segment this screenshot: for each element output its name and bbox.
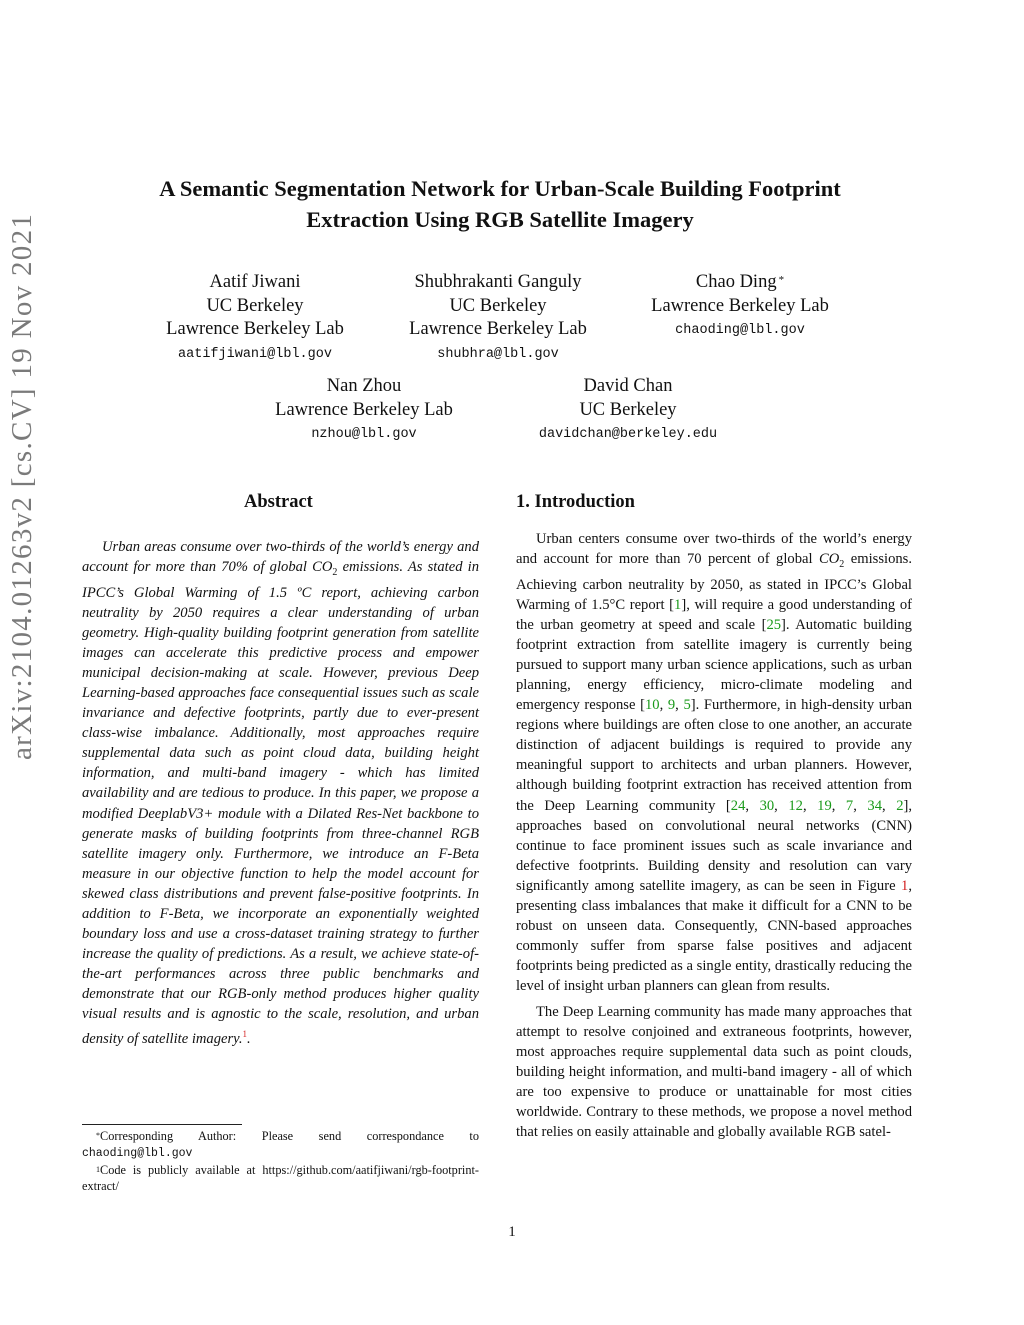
author-name-row [651, 271, 829, 295]
footnote-divider [82, 1124, 242, 1125]
intro-paragraph-2: The Deep Learning community has made many approaches that attempt to resolve conjoined and extraneous footprints, however, most approaches require supplemental data such as point clouds, building height information, and multi-band imagery - all of which are too expensive to produce or unattainable for most cities worldwide. Contrary to these methods, we propose a novel method that relies on easily attainable and globally available RGB satel- [516, 1003, 912, 1141]
abstract-text: Urban areas consume over two-thirds of the world’s energy and account for more than 70% of global [82, 539, 479, 576]
footnote-text: Corresponding Author: Please send correspondance to [100, 1129, 479, 1143]
footnote-2 [82, 1162, 479, 1194]
introduction-body [516, 529, 912, 1142]
footnote-1 [82, 1128, 479, 1162]
author-block-ganguly [409, 271, 587, 364]
citation-link[interactable]: 30 [759, 797, 775, 814]
author-email[interactable]: davidchan@berkeley.edu [538, 427, 718, 442]
abstract-text: . [247, 1030, 251, 1047]
citation-link[interactable]: 34 [867, 797, 882, 814]
author-affiliation: UC Berkeley [579, 399, 677, 420]
author-email[interactable]: chaoding@lbl.gov [675, 323, 805, 338]
introduction-heading: 1. Introduction [516, 492, 635, 512]
author-affiliation: Lawrence Berkeley Lab [275, 399, 453, 420]
citation-link[interactable]: 25 [766, 617, 782, 634]
citation-link[interactable]: 9 [667, 697, 676, 714]
author-affiliation: Lawrence Berkeley Lab [166, 319, 344, 339]
author-block-zhou [275, 375, 453, 444]
footnote-email[interactable]: chaoding@lbl.gov [82, 1147, 193, 1160]
citation-link[interactable]: 1 [674, 597, 682, 614]
abstract-body [82, 537, 479, 1049]
footnote-mark: 1 [96, 1165, 100, 1174]
author-block-jiwani [166, 271, 344, 364]
abstract-text: emissions. As stated in IPCC’s Global Warming of 1.5 ºC report, achieving carbon neutrality by 2050 requires a clear understanding of urban geometry. High-quality building footprint generation from satellite images can accelerate this predictive process and empower municipal decision-making at scale. However, previous Deep Learning-based approaches face consequential issues such as scale invariance and defective footprints, partly due to ever-present class-wise imbalance. Additionally, most approaches require supplemental data such as point cloud data, building height information, and multi-band imagery - which has limited availability and are tedious to produce. In this paper, we propose a modified DeeplabV3+ module with a Dilated Res-Net backbone to generate masks of building footprints from three-channel RGB satellite imagery only. Furthermore, we introduce an F-Beta measure in our objective function to help the model account for skewed class distributions and prevent false-positive footprints. In addition to F-Beta, we incorporate an exponentially weighted boundary loss and use a cross-dataset training strategy to further increase the quality of predictions. As a result, we achieve state-of-the-art performances across three public benchmarks and demonstrate that our RGB-only method produces higher quality visual results and is agnostic to the scale, resolution, and urban density of satellite imagery. [82, 559, 480, 1047]
author-block-chan [539, 375, 717, 444]
intro-text: ], will require a good understanding of the urban geometry at speed and scale [ [516, 597, 912, 634]
abstract-heading: Abstract [244, 492, 313, 512]
footnote-text[interactable]: Code is publicly available at https://github.com/aatifjiwani/rgb-footprint-extract/ [82, 1163, 479, 1193]
footnote-mark: * [96, 1131, 100, 1140]
author-name: Shubhrakanti Ganguly [414, 272, 582, 292]
intro-text: , presenting class imbalances that make it difficult for a CNN to be robust on unseen data. Consequently, CNN-based approaches commonly suffer from sparse false positives and adjacent footprints being predicted as a single entity, drastically reducing the level of insight urban planners can glean from results. [516, 877, 912, 994]
author-email[interactable]: shubhra@lbl.gov [437, 346, 559, 362]
author-name: Chao Ding [695, 272, 777, 292]
figure-link[interactable]: 1 [901, 877, 909, 894]
co2-subscript: 2 [839, 558, 845, 570]
intro-text: Urban centers consume over two-thirds of the world’s energy and account for more than 70 percent of global [516, 531, 912, 568]
intro-text: ], approaches based on convolutional neural networks (CNN) continue to face prominent issues such as scale invariance and defective footprints. Building density and resolution can vary significantly among satellite imagery, as can be seen in Figure [516, 797, 912, 894]
citation-link[interactable]: 12 [788, 797, 803, 814]
co2-main: CO [312, 559, 333, 576]
abstract-paragraph [82, 537, 479, 1049]
author-affiliation: Lawrence Berkeley Lab [651, 295, 829, 316]
co2-main: CO [819, 551, 840, 568]
author-email[interactable]: aatifjiwani@lbl.gov [178, 346, 332, 362]
co2-subscript: 2 [332, 566, 338, 578]
citation-link[interactable]: 7 [845, 797, 854, 814]
title-line-1: A Semantic Segmentation Network for Urban-Scale Building Footprint [159, 176, 841, 201]
intro-paragraph-1: Urban centers consume over two-thirds of the world’s energy and account for more than 70 percent of global $CO_2$ emissions. Achieving carbon neutrality by 2050, as stated in IPCC’s Global Warming of 1.5°C report [1], will require a good understanding of the urban geometry at speed and scale [25]. Automatic building footprint extraction from satellite imagery is currently being pursued to support many urban science applications, such as urban planning, energy efficiency, micro-climate modeling and emergency response [10, 9, 5]. Furthermore, in high-density urban regions where buildings are often close to one another, an accurate distinction of adjacent buildings is required to provide any meaningful support to architects and urban planners. However, although building footprint extraction has received attention from the Deep Learning community [24, 30, 12, 19, 7, 34, 2], approaches based on convolutional neural networks (CNN) continue to face prominent issues such as scale invariance and defective footprints. Building density and resolution can vary significantly among satellite imagery, as can be seen in Figure 1, presenting class imbalances that make it difficult for a CNN to be robust on unseen data. Consequently, CNN-based approaches commonly suffer from sparse false positives and adjacent footprints being predicted as a single entity, drastically reducing the level of insight urban planners can glean from results. [516, 531, 912, 994]
intro-text: ]. Furthermore, in high-density urban regions where buildings are often close to one another, an accurate distinction of adjacent buildings is required to provide any meaningful support to architects and urban planners. However, although building footprint extraction has received attention from the Deep Learning community [ [516, 697, 912, 814]
author-affiliation: Lawrence Berkeley Lab [409, 319, 587, 339]
corresponding-author-mark: * [778, 274, 785, 286]
author-name: Aatif Jiwani [209, 272, 301, 292]
author-block-ding [651, 271, 829, 340]
co2-symbol [819, 551, 845, 570]
footnote-link[interactable]: 1 [242, 1029, 248, 1040]
intro-text: ]. Automatic building footprint extraction from satellite imagery is currently being pursued to support many urban science applications, such as urban planning, energy efficiency, micro-climate modeling and emergency response [ [516, 617, 912, 714]
citation-link[interactable]: 10 [644, 697, 660, 714]
co2-symbol [312, 559, 338, 578]
intro-text: emissions. Achieving carbon neutrality by 2050, as stated in IPCC’s Global Warming of 1.5°C report [ [516, 551, 912, 614]
author-email[interactable]: nzhou@lbl.gov [311, 427, 417, 442]
page-number: 1 [508, 1224, 516, 1240]
citation-link[interactable]: 5 [683, 697, 691, 714]
citation-link[interactable]: 24 [730, 797, 746, 814]
author-name: David Chan [583, 376, 673, 396]
paper-title [90, 173, 910, 235]
author-affiliation: UC Berkeley [206, 295, 304, 316]
title-line-2: Extraction Using RGB Satellite Imagery [306, 207, 694, 232]
author-affiliation: UC Berkeley [449, 295, 547, 316]
citation-link[interactable]: 19 [817, 797, 832, 814]
citation-link[interactable]: 2 [896, 797, 904, 814]
footnotes [82, 1128, 479, 1194]
author-name: Nan Zhou [326, 376, 402, 396]
arxiv-identifier: arXiv:2104.01263v2 [cs.CV] 19 Nov 2021 [6, 212, 38, 760]
